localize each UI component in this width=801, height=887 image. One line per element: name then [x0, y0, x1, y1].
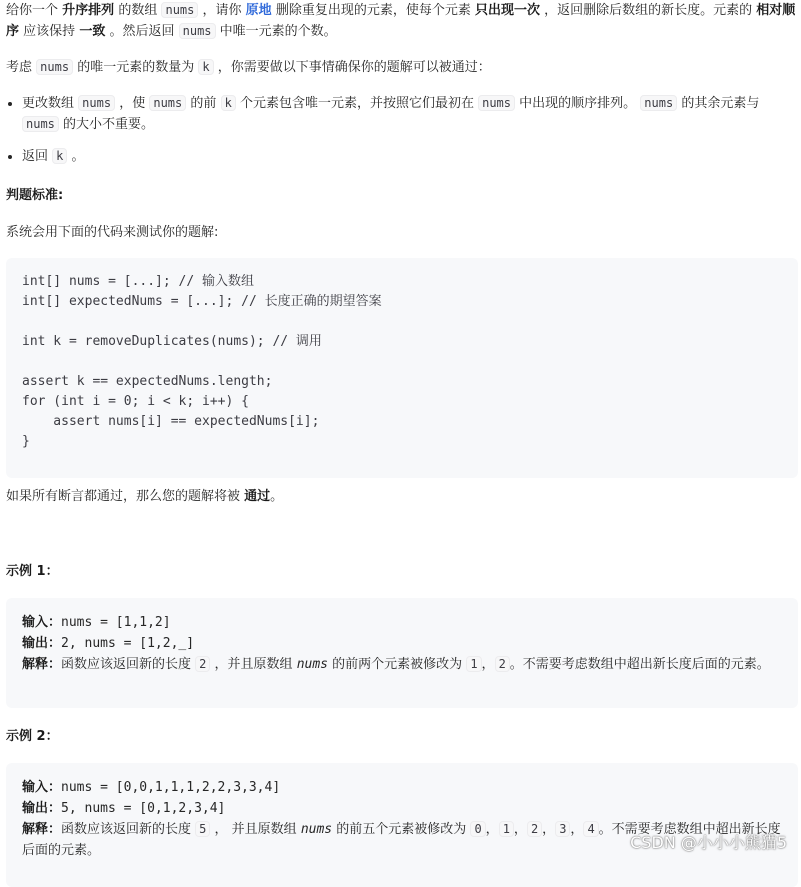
example-1-title: 示例 1：: [6, 564, 59, 579]
example-1-input: 输入：nums = [1,1,2]: [22, 615, 171, 630]
judge-description: 系统会用下面的代码来测试你的题解:: [6, 225, 219, 240]
example-1-output: 输出：2, nums = [1,2,_]: [22, 636, 195, 651]
example-2-output: 输出：5, nums = [0,1,2,3,4]: [22, 801, 226, 816]
intro-paragraph: 给你一个 升序排列 的数组 nums ，请你 原地 删除重复出现的元素，使每个元素 只出现一次 ，返回删除后数组的新长度。元素的 相对顺序 应该保持 一致 。然后返回 nums 中唯一元素的个数。: [6, 3, 796, 39]
judge-title: 判题标准:: [6, 188, 64, 203]
code-block: [6, 258, 798, 478]
watermark: CSDN @小小小熊猫5: [630, 833, 787, 852]
list-item: • 更改数组 nums ，使 nums 的前 k 个元素包含唯一元素，并按照它们最初在 nums 中出现的顺序排列。 nums 的其余元素与 nums 的大小不重要。: [22, 93, 796, 135]
code-nums: nums: [179, 23, 216, 39]
pass-paragraph: 如果所有断言都通过，那么您的题解将被 通过。: [6, 489, 284, 504]
example-1-explanation: 解释：函数应该返回新的长度 2 ，并且原数组 nums 的前两个元素被修改为 1 ， 2 。不需要考虑数组中超出新长度后面的元素。: [22, 657, 770, 672]
consider-paragraph: 考虑 nums 的唯一元素的数量为 k ，你需要做以下事情确保你的题解可以被通过：: [6, 60, 491, 75]
example-2-explanation: 解释：函数应该返回新的长度 5 ， 并且原数组 nums 的前五个元素被修改为 0 ， 1 ， 2 ， 3 ， 4 。不需要考虑数组中超出新长度后面的元素。: [22, 822, 781, 858]
code-text: int[] nums = [...]; // 输入数组 int[] expectedNums = [...]; // 长度正确的期望答案 int k = removeDuplicates(nums); // 调用 assert k == expectedNums.length; for (int i = 0; i < k; i++) { assert nums[i] == expectedNums[i]; }: [22, 274, 382, 449]
example-2-block: [6, 763, 798, 887]
code-nums: nums: [161, 2, 198, 18]
requirements-list: [6, 93, 796, 167]
code-k: k: [198, 59, 213, 75]
list-item: • 返回 k 。: [22, 146, 796, 167]
example-2-title: 示例 2：: [6, 729, 59, 744]
example-1-block: [6, 598, 798, 708]
example-2-input: 输入：nums = [0,0,1,1,1,2,2,3,3,4]: [22, 780, 281, 795]
ascending-emphasis: 升序排列: [62, 3, 115, 18]
code-nums: nums: [36, 59, 73, 75]
in-place-link[interactable]: 原地: [245, 3, 272, 18]
